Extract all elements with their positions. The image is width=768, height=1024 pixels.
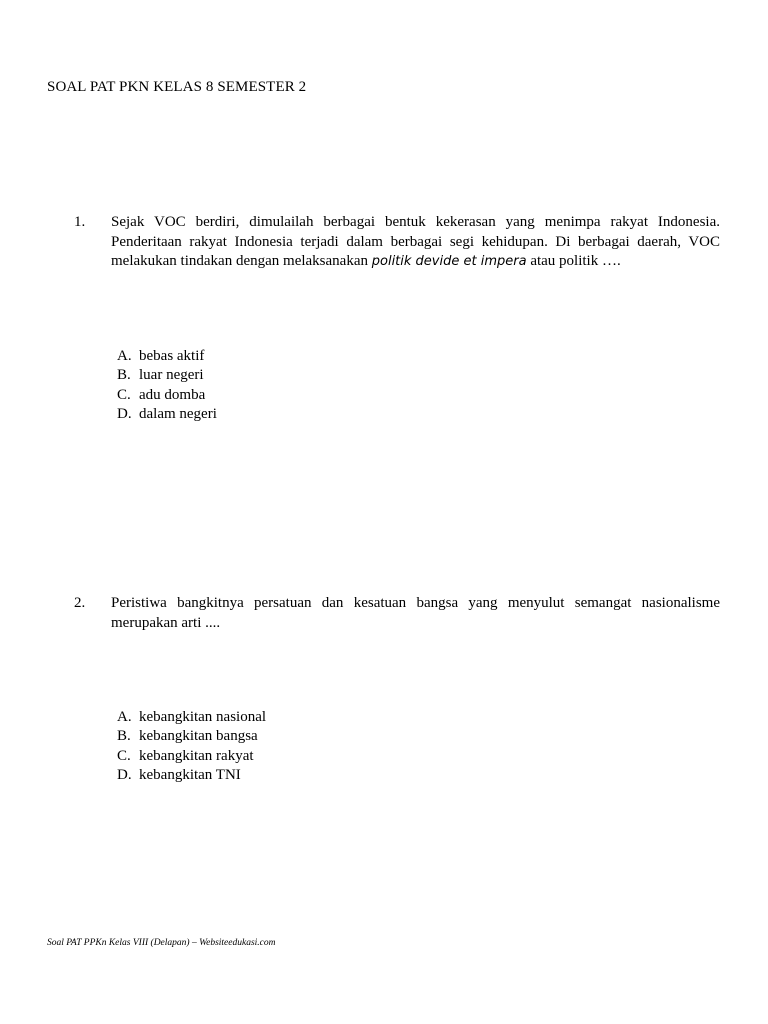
answer-options — [0, 347, 768, 424]
question-number: 2. — [74, 595, 86, 611]
option-text: dalam negeri — [139, 405, 217, 422]
option-text: kebangkitan rakyat — [139, 747, 254, 764]
page-footer: Soal PAT PPKn Kelas VIII (Delapan) – Websiteedukasi.com — [47, 938, 276, 948]
question-text-part: Peristiwa bangkitnya persatuan dan kesatuan bangsa yang menyulut semangat nasionalisme merupakan arti .... — [111, 595, 720, 631]
answer-option-c — [0, 386, 768, 405]
question-text — [111, 594, 720, 633]
option-letter: D. — [117, 766, 132, 783]
option-letter: D. — [117, 405, 132, 422]
option-text: kebangkitan nasional — [139, 709, 267, 725]
option-text: kebangkitan bangsa — [139, 728, 258, 745]
answer-options — [0, 708, 768, 785]
answer-option-b — [0, 727, 768, 746]
answer-option-d — [0, 405, 768, 424]
option-letter: A. — [117, 709, 132, 725]
question-number: 1. — [74, 214, 86, 230]
question-text-part: atau politik …. — [526, 253, 621, 269]
option-letter: B. — [117, 728, 131, 745]
answer-option-c — [0, 747, 768, 766]
question-italic-term: politik devide et impera — [371, 254, 527, 269]
question-text-part: Sejak VOC berdiri, dimulailah berbagai bentuk kekerasan yang menimpa rakyat Indonesia. Penderitaan rakyat Indonesia terjadi dalam berbagai segi kehidupan. Di berbagai daerah, VOC melakukan tindakan dengan melaksanakan — [111, 214, 720, 269]
answer-option-d — [0, 766, 768, 785]
answer-option-b — [0, 366, 768, 385]
option-letter: B. — [117, 367, 131, 384]
answer-option-a — [0, 708, 768, 727]
option-letter: C. — [117, 747, 131, 764]
answer-option-a — [0, 347, 768, 366]
option-letter: A. — [117, 348, 132, 364]
option-text: luar negeri — [139, 367, 204, 384]
option-text: adu domba — [139, 386, 206, 403]
question-text — [111, 213, 720, 272]
document-title: SOAL PAT PKN KELAS 8 SEMESTER 2 — [47, 79, 307, 95]
option-letter: C. — [117, 386, 131, 403]
option-text: bebas aktif — [139, 348, 205, 364]
option-text: kebangkitan TNI — [139, 766, 241, 783]
